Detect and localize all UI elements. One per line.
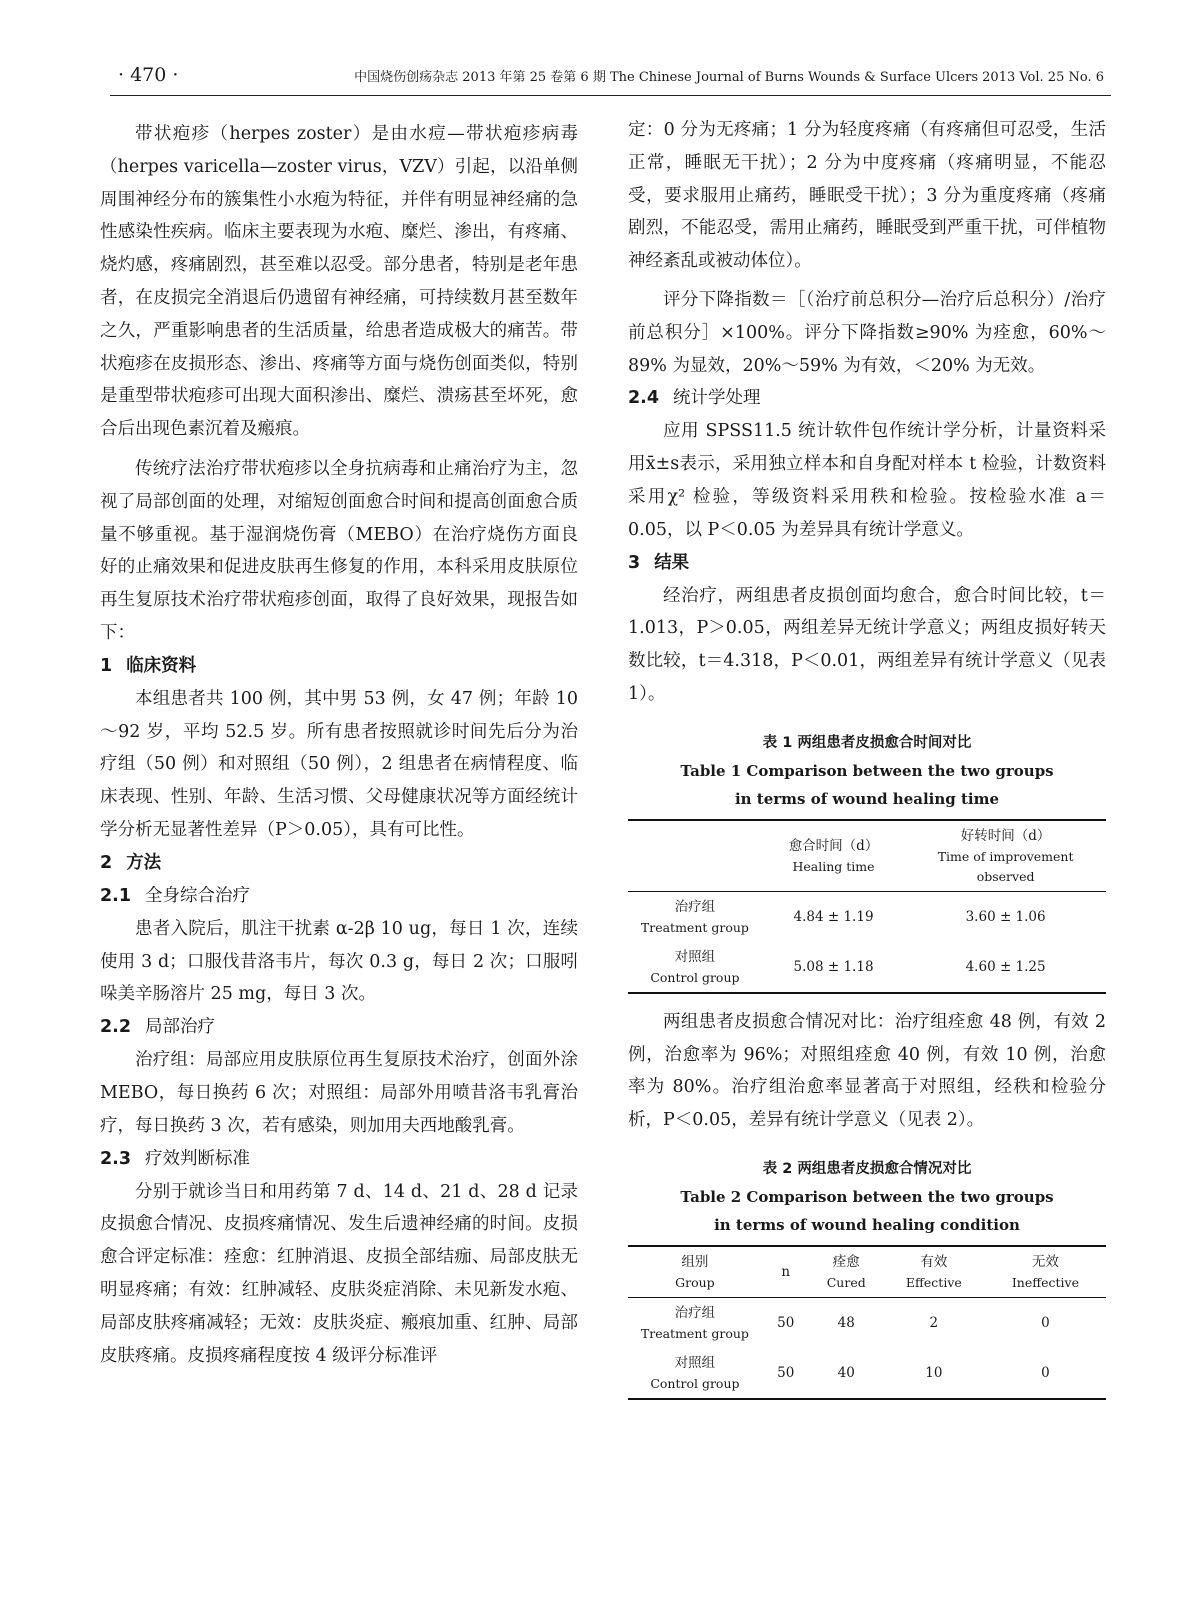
table-header-cell: 愈合时间（d） Healing time [788,837,879,874]
right-column [628,114,1106,1412]
section-heading-methods: 2 方法 [100,852,162,873]
table-cell: 10 [925,1364,943,1381]
table-1-grid [628,819,1106,994]
left-column [100,118,578,1372]
table-cell: 50 [777,1314,795,1331]
methods-2-3-paragraph: 分别于就诊当日和用药第 7 d、14 d、21 d、28 d 记录皮损愈合情况、皮损疼痛情况、发生后遗神经痛的时间。皮损愈合评定标准：痊愈：红肿消退、皮损全部结痂、局部皮肤无明显疼痛；有效：红肿减轻、皮肤炎症消除、未见新发水疱、局部皮肤疼痛减轻；无效：皮肤炎症、瘢痕加重、红肿、局部皮肤疼痛。皮损疼痛程度按 4 级评分标准评 [100,1181,578,1366]
intro-paragraph-2: 传统疗法治疗带状疱疹以全身抗病毒和止痛治疗为主，忽视了局部创面的处理，对缩短创面愈合时间和提高创面愈合质量不够重视。基于湿润烧伤膏（MEBO）在治疗烧伤方面良好的止痛效果和促进皮肤再生修复的作用，本科采用皮肤原位再生复原技术治疗带状疱疹创面，取得了良好效果，现报告如下： [100,458,578,643]
table-cell: 0 [1041,1314,1050,1331]
table-cell: 5.08 ± 1.18 [793,958,874,975]
table-row [628,891,1106,942]
table-cell: 治疗组 Treatment group [640,1304,749,1341]
page-header [0,40,1179,86]
table-2-caption-en-1: Table 2 Comparison between the two groups [680,1187,1054,1206]
table-cell: 48 [837,1314,855,1331]
table-2-caption-en-2: in terms of wound healing condition [714,1215,1020,1234]
table-header-row [628,820,1106,892]
table-cell: 2 [929,1314,939,1331]
page-number: · 470 · [118,64,179,86]
journal-running-head: 中国烧伤创疡杂志 2013 年第 25 卷第 6 期 The Chinese Journal of Burns Wounds & Surface Ulcers 2013 Vol. 25 No. 6 [354,70,1104,85]
table-row [628,942,1106,993]
pain-scale-paragraph: 定：0 分为无疼痛；1 分为轻度疼痛（有疼痛但可忍受，生活正常，睡眠无干扰）；2 分为中度疼痛（疼痛明显，不能忍受，要求服用止痛药，睡眠受干扰）；3 分为重度疼痛（疼痛剧烈，不能忍受，需用止痛药，睡眠受到严重干扰，可伴植物神经紊乱或被动体位）。 [628,120,1106,272]
statistics-paragraph: 应用 SPSS11.5 统计软件包作统计学分析，计量资料采用x̄±s表示，采用独立样本和自身配对样本 t 检验，计数资料采用χ² 检验，等级资料采用秩和检验。按检验水准 a＝0.05，以 P＜0.05 为差异具有统计学意义。 [628,421,1106,540]
table-1-caption-cn: 表 1 两组患者皮损愈合时间对比 [762,734,972,751]
results-paragraph-2: 两组患者皮损愈合情况对比：治疗组痊愈 48 例，有效 2 例，治愈率为 96%；对照组痊愈 40 例，有效 10 例，治愈率为 80%。治疗组治愈率显著高于对照组，经秩和检验分析，P＜0.05，差异有统计学意义（见表 2）。 [628,1011,1106,1131]
table-1-caption-en-1: Table 1 Comparison between the two groups [680,761,1054,780]
table-2-caption-cn: 表 2 两组患者皮损愈合情况对比 [762,1160,972,1177]
table-1 [628,729,1106,994]
methods-2-2-paragraph: 治疗组：局部应用皮肤原位再生复原技术治疗，创面外涂 MEBO，每日换药 6 次；对照组：局部外用喷昔洛韦乳膏治疗，每日换药 3 次，若有感染，则加用夫西地酸乳膏。 [100,1050,578,1136]
table-header-cell: 有效 Effective [905,1253,962,1290]
clinical-paragraph: 本组患者共 100 例，其中男 53 例，女 47 例；年龄 10～92 岁，平均 52.5 岁。所有患者按照就诊时间先后分为治疗组（50 例）和对照组（50 例），2 组患者在病情程度、临床表现、性别、年龄、生活习惯、父母健康状况等方面经统计学分析无显著性差异（P＞0.05），具有可比性。 [100,688,578,840]
table-header-cell: 好转时间（d） Time of improvement observed [937,827,1074,884]
table-cell: 4.60 ± 1.25 [965,958,1046,975]
table-cell: 40 [837,1364,855,1381]
section-heading-clinical: 1 临床资料 [100,655,197,676]
table-row [628,1297,1106,1348]
intro-paragraph-1: 带状疱疹（herpes zoster）是由水痘—带状疱疹病毒（herpes varicella—zoster virus，VZV）引起，以沿单侧周围神经分布的簇集性小水疱为特征，并伴有明显神经痛的急性感染性疾病。临床主要表现为水疱、糜烂、渗出，有疼痛、烧灼感，疼痛剧烈，甚至难以忍受。部分患者，特别是老年患者，在皮损完全消退后仍遗留有神经痛，可持续数月甚至数年之久，严重影响患者的生活质量，给患者造成极大的痛苦。带状疱疹在皮损形态、渗出、疼痛等方面与烧伤创面类似，特别是重型带状疱疹可出现大面积渗出、糜烂、溃疡甚至坏死，愈合后出现色素沉着及瘢痕。 [100,124,578,440]
table-header-cell: n [781,1263,791,1280]
methods-2-1-paragraph: 患者入院后，肌注干扰素 α-2β 10 ug，每日 1 次，连续使用 3 d；口服伐昔洛韦片，每次 0.3 g，每日 2 次；口服吲哚美辛肠溶片 25 mg，每日 3 次。 [100,918,578,1005]
section-heading-results: 3 结果 [628,552,690,573]
table-cell: 治疗组 Treatment group [640,898,749,935]
table-2-grid [628,1245,1106,1400]
table-2 [628,1155,1106,1400]
table-header-cell: 组别 Group [675,1253,715,1290]
table-cell: 对照组 Control group [650,1354,740,1391]
table-1-caption-en-2: in terms of wound healing time [734,789,1000,808]
table-row [628,1348,1106,1399]
table-header-row [628,1246,1106,1298]
table-cell: 50 [777,1364,795,1381]
table-header-cell: 痊愈 Cured [826,1253,866,1290]
subsection-heading-2-4: 2.4 统计学处理 [628,388,761,409]
table-cell: 0 [1041,1364,1050,1381]
score-index-paragraph: 评分下降指数＝［（治疗前总积分—治疗后总积分）/治疗前总积分］×100%。评分下降指数≥90% 为痊愈，60%～89% 为显效，20%～59% 为有效，＜20% 为无效。 [628,289,1106,376]
table-cell: 3.60 ± 1.06 [965,908,1046,925]
table-cell: 4.84 ± 1.19 [793,908,874,925]
table-cell: 对照组 Control group [650,948,740,985]
table-header-cell: 无效 Ineffective [1011,1253,1079,1290]
results-paragraph-1: 经治疗，两组患者皮损创面均愈合，愈合时间比较，t＝1.013，P＞0.05，两组差异无统计学意义；两组皮损好转天数比较，t＝4.318，P＜0.01，两组差异有统计学意义（见表 1）。 [628,585,1106,704]
subsection-heading-2-3: 2.3 疗效判断标准 [100,1148,251,1169]
subsection-heading-2-1: 2.1 全身综合治疗 [100,885,251,906]
subsection-heading-2-2: 2.2 局部治疗 [100,1017,216,1038]
header-rule [110,95,1111,96]
